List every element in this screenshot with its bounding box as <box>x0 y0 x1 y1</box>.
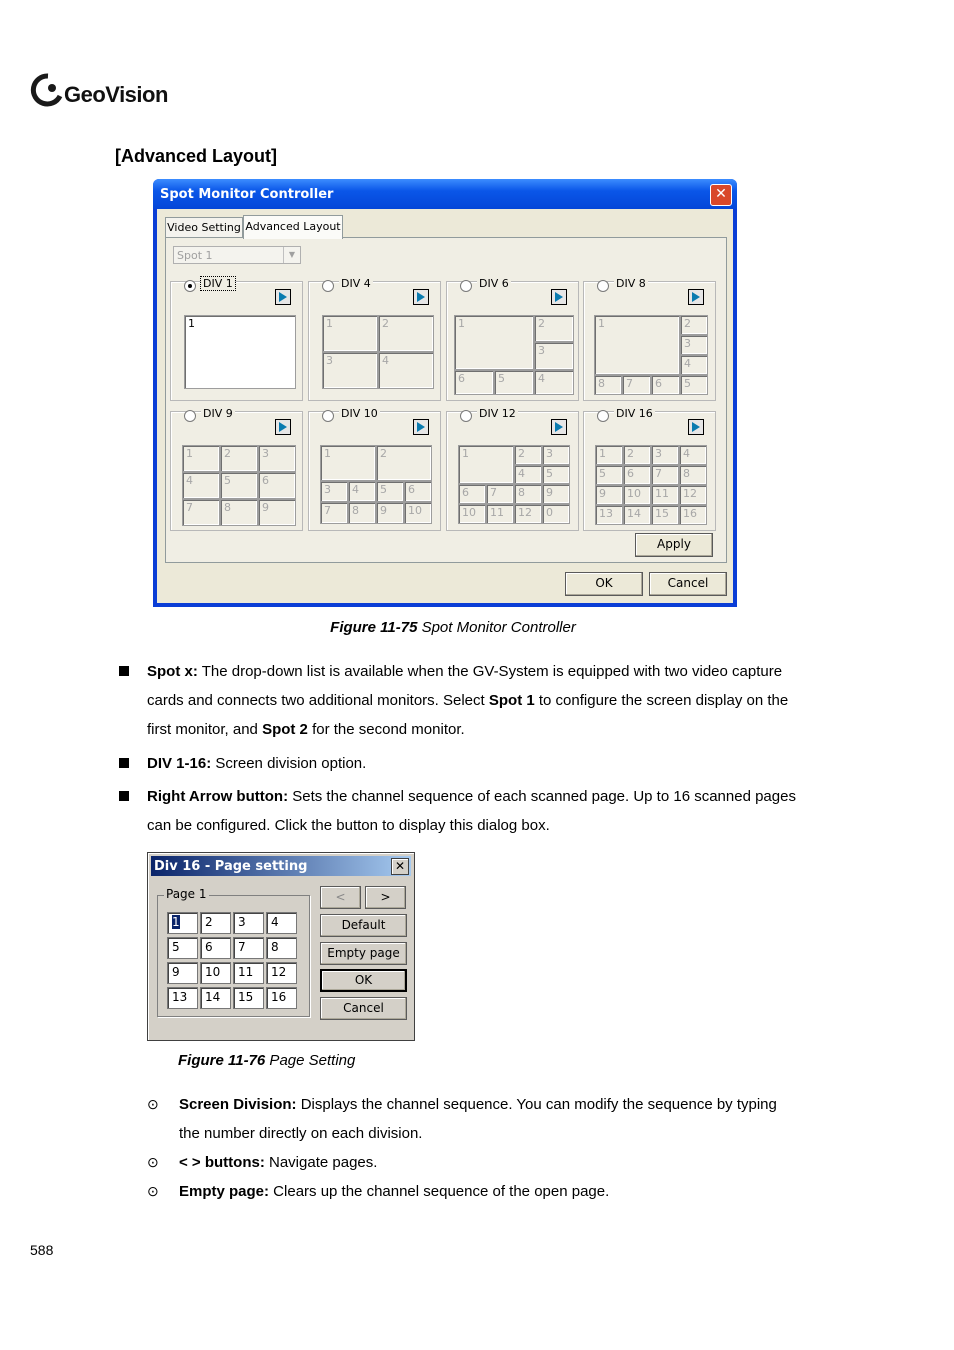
div-label: DIV 4 <box>341 277 371 290</box>
division-cell: 6 <box>454 370 494 395</box>
div-label: DIV 16 <box>616 407 653 420</box>
division-cell: 4 <box>534 370 574 395</box>
page-cell-input[interactable]: 11 <box>233 962 264 984</box>
dialog-title: Spot Monitor Controller <box>160 187 334 202</box>
right-arrow-button[interactable] <box>413 419 429 435</box>
spot-monitor-dialog <box>153 179 737 607</box>
division-cell: 9 <box>595 485 623 505</box>
circle-bullet-icon: ⊙ <box>147 1096 159 1112</box>
div-label: DIV 6 <box>479 277 509 290</box>
division-cell: 16 <box>679 505 707 525</box>
page-cell-input[interactable]: 5 <box>167 937 198 959</box>
div-group-3 <box>446 277 579 401</box>
division-cell: 9 <box>542 484 570 504</box>
close-button[interactable] <box>710 184 732 206</box>
division-cell: 2 <box>220 445 258 472</box>
div-group-5 <box>170 407 303 531</box>
division-cell: 7 <box>320 502 348 524</box>
div-label: DIV 10 <box>341 407 378 420</box>
div-label: DIV 9 <box>203 407 233 420</box>
division-cell: 14 <box>623 505 651 525</box>
bullet-icon <box>119 758 129 768</box>
page-cell-input[interactable]: 16 <box>266 987 297 1009</box>
division-cell: 8 <box>220 499 258 526</box>
division-cell: 4 <box>348 481 376 502</box>
bullet-right-arrow: Right Arrow button: Sets the channel sequence of each scanned page. Up to 16 scanned pages can be configured. Click the button to display this dialog box. <box>147 788 796 834</box>
right-arrow-button[interactable] <box>688 419 704 435</box>
division-cell: 5 <box>595 465 623 485</box>
division-cell: 10 <box>623 485 651 505</box>
division-cell: 12 <box>679 485 707 505</box>
division-cell: 15 <box>651 505 679 525</box>
division-cell: 6 <box>623 465 651 485</box>
div-label: DIV 1 <box>203 277 233 290</box>
div-radio[interactable] <box>597 280 609 292</box>
div-label: DIV 12 <box>479 407 516 420</box>
close-icon: ✕ <box>394 859 406 873</box>
division-cell: 4 <box>514 465 542 484</box>
division-cell: 8 <box>594 375 622 395</box>
div-radio[interactable] <box>460 410 472 422</box>
page-cell-input[interactable]: 15 <box>233 987 264 1009</box>
page-cell-input[interactable]: 6 <box>200 937 231 959</box>
ok-button[interactable]: OK <box>565 572 643 596</box>
division-cell: 1 <box>594 315 680 375</box>
default-button[interactable]: Default <box>320 914 407 937</box>
empty-page-button[interactable]: Empty page <box>320 942 407 965</box>
division-cell: 8 <box>679 465 707 485</box>
division-cell: 7 <box>651 465 679 485</box>
division-cell: 3 <box>322 352 378 389</box>
page-setting-dialog <box>147 852 415 1041</box>
division-cell: 3 <box>320 481 348 502</box>
division-cell: 4 <box>679 445 707 465</box>
division-cell: 12 <box>514 504 542 524</box>
right-arrow-button[interactable] <box>551 419 567 435</box>
figure-caption-1: Figure 11-75 Spot Monitor Controller <box>330 619 576 636</box>
page-cell-input[interactable]: 2 <box>200 912 231 934</box>
division-cell: 1 <box>595 445 623 465</box>
geovision-logo <box>30 72 170 108</box>
division-cell: 11 <box>651 485 679 505</box>
division-cell: 5 <box>494 370 534 395</box>
division-cell: 6 <box>258 472 296 499</box>
page-cell-input[interactable]: 8 <box>266 937 297 959</box>
prev-page-button[interactable]: < <box>320 886 361 909</box>
sub-bullet-nav-buttons: < > buttons: Navigate pages. <box>179 1154 378 1171</box>
division-cell: 8 <box>514 484 542 504</box>
division-cell: 1 <box>322 315 378 352</box>
division-cell: 4 <box>378 352 434 389</box>
division-cell: 2 <box>514 445 542 465</box>
logo-text: GeoVision <box>64 82 168 107</box>
division-cell: 3 <box>680 335 708 355</box>
division-cell: 5 <box>220 472 258 499</box>
division-cell: 1 <box>182 445 220 472</box>
page-cell-input[interactable]: 13 <box>167 987 198 1009</box>
page-cell-input[interactable]: 12 <box>266 962 297 984</box>
division-cell: 9 <box>376 502 404 524</box>
right-arrow-button[interactable] <box>413 289 429 305</box>
page-cell-input[interactable]: 1 <box>167 912 198 934</box>
division-cell: 5 <box>542 465 570 484</box>
bullet-div: DIV 1-16: Screen division option. <box>147 755 367 772</box>
division-cell: 6 <box>458 484 486 504</box>
dialog-title: Div 16 - Page setting <box>154 859 308 874</box>
cancel-button[interactable]: Cancel <box>320 997 407 1020</box>
spot-select[interactable]: Spot 1 ▼ <box>173 246 301 264</box>
division-cell: 3 <box>542 445 570 465</box>
page-cell-input[interactable]: 10 <box>200 962 231 984</box>
div-label: DIV 8 <box>616 277 646 290</box>
dialog-titlebar <box>153 179 737 209</box>
div-radio[interactable] <box>184 280 196 292</box>
division-cell: 1 <box>320 445 376 481</box>
division-cell: 6 <box>651 375 680 395</box>
div-radio[interactable] <box>322 280 334 292</box>
page-cell-input[interactable]: 14 <box>200 987 231 1009</box>
div-group-2 <box>308 277 441 401</box>
sub-bullet-screen-division: Screen Division: Displays the channel sequence. You can modify the sequence by typing the number directly on each division. <box>179 1096 777 1142</box>
div-radio[interactable] <box>460 280 472 292</box>
page-number: 588 <box>30 1242 54 1258</box>
division-cell: 7 <box>486 484 514 504</box>
next-page-button[interactable]: > <box>365 886 406 909</box>
div-group-8 <box>583 407 716 531</box>
division-cell: 2 <box>534 315 574 342</box>
division-cell: 2 <box>680 315 708 335</box>
div-group-1 <box>170 277 303 401</box>
circle-bullet-icon: ⊙ <box>147 1183 159 1199</box>
division-cell: 1 <box>458 445 514 484</box>
section-title: [Advanced Layout] <box>115 146 278 166</box>
chevron-down-icon: ▼ <box>283 247 300 263</box>
figure-caption-2: Figure 11-76 Page Setting <box>178 1052 356 1069</box>
cancel-button[interactable]: Cancel <box>649 572 727 596</box>
division-cell: 5 <box>376 481 404 502</box>
page-cell-input[interactable]: 3 <box>233 912 264 934</box>
division-cell: 13 <box>595 505 623 525</box>
division-cell: 2 <box>378 315 434 352</box>
division-cell: 2 <box>376 445 432 481</box>
division-cell: 1 <box>184 315 296 389</box>
division-cell: 0 <box>542 504 570 524</box>
right-arrow-button[interactable] <box>275 289 291 305</box>
div-radio[interactable] <box>184 410 196 422</box>
division-cell: 7 <box>622 375 651 395</box>
tab-advanced-layout[interactable]: Advanced Layout <box>243 215 343 239</box>
right-arrow-button[interactable] <box>688 289 704 305</box>
right-arrow-button[interactable] <box>275 419 291 435</box>
page-group <box>157 887 310 1017</box>
right-arrow-button[interactable] <box>551 289 567 305</box>
division-cell: 5 <box>680 375 708 395</box>
division-cell: 2 <box>623 445 651 465</box>
division-cell: 8 <box>348 502 376 524</box>
division-cell: 9 <box>258 499 296 526</box>
logo-swirl-icon <box>30 72 66 108</box>
bullet-icon <box>119 791 129 801</box>
close-icon: ✕ <box>715 186 727 202</box>
div-group-7 <box>446 407 579 531</box>
bullet-icon <box>119 666 129 676</box>
division-cell: 4 <box>182 472 220 499</box>
tab-panel <box>165 237 727 563</box>
close-button[interactable] <box>391 858 409 875</box>
div-group-6 <box>308 407 441 531</box>
dialog-body <box>157 209 733 603</box>
bullet-spot: Spot x: The drop-down list is available when the GV-System is equipped with two video capture cards and connects two additional monitors. Select Spot 1 to configure the screen display on the first monitor, and Spot 2 for the second monitor. <box>147 663 789 738</box>
division-cell: 3 <box>258 445 296 472</box>
page-cell-input[interactable]: 9 <box>167 962 198 984</box>
division-cell: 4 <box>680 355 708 375</box>
division-cell: 6 <box>404 481 432 502</box>
division-cell: 10 <box>404 502 432 524</box>
ok-button[interactable]: OK <box>320 969 407 992</box>
div-radio[interactable] <box>322 410 334 422</box>
division-cell: 10 <box>458 504 486 524</box>
division-cell: 3 <box>534 342 574 370</box>
apply-button[interactable]: Apply <box>635 533 713 557</box>
division-cell: 7 <box>182 499 220 526</box>
page-group-label: Page 1 <box>166 887 207 901</box>
page-cell-input[interactable]: 4 <box>266 912 297 934</box>
page-cell-input[interactable]: 7 <box>233 937 264 959</box>
div-radio[interactable] <box>597 410 609 422</box>
sub-bullet-empty-page: Empty page: Clears up the channel sequence of the open page. <box>179 1183 610 1200</box>
division-cell: 3 <box>651 445 679 465</box>
circle-bullet-icon: ⊙ <box>147 1154 159 1170</box>
division-cell: 11 <box>486 504 514 524</box>
dialog-titlebar <box>151 856 411 876</box>
tab-video-setting[interactable]: Video Setting <box>165 217 243 238</box>
div-group-4 <box>583 277 716 401</box>
division-cell: 1 <box>454 315 534 370</box>
